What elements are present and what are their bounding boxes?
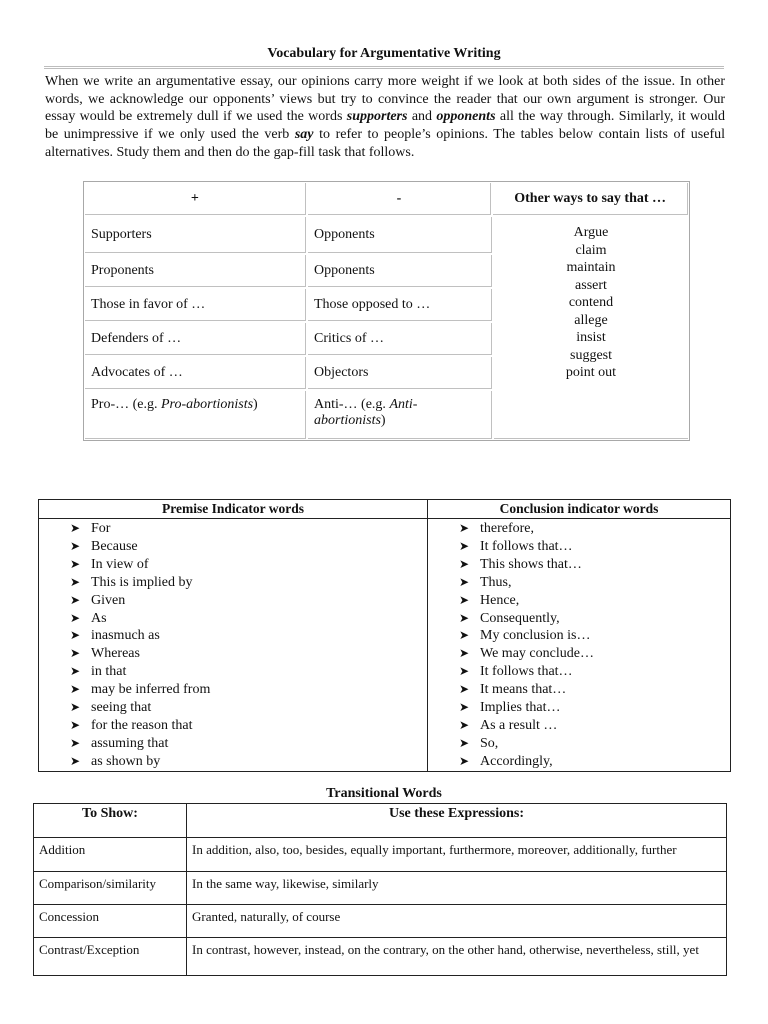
list-item — [39, 753, 427, 771]
list-item-text: Because — [91, 538, 138, 554]
arrow-bullet-icon: ➤ — [70, 735, 81, 750]
list-item — [39, 699, 427, 717]
alternatives-rows — [84, 216, 493, 440]
list-item-text: Consequently, — [480, 610, 560, 626]
premise-header: Premise Indicator words — [39, 500, 428, 519]
arrow-bullet-icon: ➤ — [459, 521, 470, 535]
arrow-bullet-icon: ➤ — [70, 556, 81, 571]
plus-cell: Defenders of … — [85, 323, 306, 355]
list-item-text: therefore, — [480, 521, 535, 536]
list-item — [428, 753, 730, 771]
list-item-text: Implies that… — [480, 700, 561, 716]
table-row — [84, 322, 493, 356]
pro-example: Pro-abortionists — [161, 397, 254, 412]
list-item — [428, 610, 730, 628]
title-divider — [44, 66, 724, 69]
verb-alternatives-cell — [494, 217, 688, 439]
category-cell: Addition — [34, 838, 187, 872]
plus-cell: Supporters — [85, 217, 306, 253]
list-item-text: This shows that… — [480, 556, 582, 572]
arrow-bullet-icon: ➤ — [459, 556, 470, 571]
list-item — [428, 538, 730, 556]
arrow-bullet-icon: ➤ — [70, 664, 81, 679]
conclusion-list-cell — [428, 519, 731, 772]
arrow-bullet-icon: ➤ — [459, 538, 470, 553]
list-item-text: Thus, — [480, 574, 512, 590]
indicator-words-table — [38, 499, 731, 772]
table-row — [34, 938, 727, 976]
list-item — [428, 520, 730, 538]
conclusion-header: Conclusion indicator words — [428, 500, 731, 519]
list-item-text: It means that… — [480, 682, 567, 698]
transitional-words-title: Transitional Words — [326, 786, 442, 801]
arrow-bullet-icon: ➤ — [459, 592, 470, 607]
list-item — [39, 538, 427, 556]
arrow-bullet-icon: ➤ — [70, 592, 81, 607]
list-item — [39, 627, 427, 645]
pro-suffix: ) — [253, 397, 258, 412]
verb-item: allege — [574, 312, 608, 328]
conclusion-list — [428, 520, 730, 771]
minus-cell: Those opposed to … — [308, 289, 492, 321]
plus-cell: Proponents — [85, 255, 306, 287]
pro-prefix: Pro-… (e.g. — [91, 397, 161, 412]
verb-item: maintain — [566, 260, 616, 275]
list-item — [39, 520, 427, 538]
table-row — [84, 356, 493, 390]
arrow-bullet-icon: ➤ — [70, 700, 81, 715]
intro-paragraph — [45, 73, 725, 162]
page-title: Vocabulary for Argumentative Writing — [267, 46, 501, 61]
list-item — [39, 574, 427, 592]
verb-item: contend — [568, 295, 614, 310]
list-item — [428, 645, 730, 663]
anti-suffix: ) — [380, 413, 386, 428]
list-item — [39, 645, 427, 663]
plus-cell-pro — [85, 391, 306, 439]
anti-prefix: Anti-… (e.g. — [314, 397, 390, 412]
list-item-text: seeing that — [91, 700, 152, 716]
list-item-text: Hence, — [480, 592, 520, 608]
arrow-bullet-icon: ➤ — [70, 717, 81, 732]
list-item-text: in that — [91, 664, 127, 680]
list-item — [428, 627, 730, 645]
minus-cell: Objectors — [308, 357, 492, 389]
arrow-bullet-icon: ➤ — [459, 574, 470, 589]
list-item — [39, 735, 427, 753]
list-item — [39, 681, 427, 699]
table-row — [34, 905, 727, 938]
arrow-bullet-icon: ➤ — [459, 735, 470, 750]
header-plus: + — [85, 183, 306, 215]
category-cell: Concession — [34, 905, 187, 938]
intro-word-say: say — [294, 127, 314, 143]
arrow-bullet-icon: ➤ — [459, 753, 470, 768]
table-row — [84, 254, 493, 288]
arrow-bullet-icon: ➤ — [70, 521, 81, 535]
list-item — [39, 556, 427, 574]
minus-cell: Opponents — [308, 255, 492, 287]
expressions-cell: In contrast, however, instead, on the contrary, on the other hand, otherwise, nevertheless, still, yet — [187, 938, 727, 976]
arrow-bullet-icon: ➤ — [459, 700, 470, 715]
arrow-bullet-icon: ➤ — [70, 753, 81, 768]
list-item-text: may be inferred from — [91, 682, 211, 698]
list-item-text: My conclusion is… — [480, 628, 591, 644]
expressions-cell: In the same way, likewise, similarly — [187, 872, 727, 905]
to-show-header: To Show: — [34, 804, 187, 838]
verb-item: claim — [575, 242, 607, 258]
minus-cell-anti — [308, 391, 492, 439]
arrow-bullet-icon: ➤ — [70, 628, 81, 643]
list-item — [428, 592, 730, 610]
verb-item: assert — [575, 277, 607, 293]
expressions-cell: In addition, also, too, besides, equally important, furthermore, moreover, additionally, further — [187, 838, 727, 872]
arrow-bullet-icon: ➤ — [70, 682, 81, 697]
table-row — [84, 390, 493, 440]
intro-word-supporters: supporters — [346, 109, 408, 125]
list-item-text: In view of — [91, 556, 149, 572]
list-item-text: As — [91, 610, 107, 626]
verb-item: point out — [565, 365, 617, 380]
list-item-text: Whereas — [91, 646, 140, 662]
category-cell: Comparison/similarity — [34, 872, 187, 905]
verb-item: Argue — [573, 225, 609, 240]
list-item — [39, 663, 427, 681]
list-item — [428, 681, 730, 699]
list-item — [39, 717, 427, 735]
arrow-bullet-icon: ➤ — [459, 646, 470, 661]
list-item-text: Accordingly, — [480, 753, 553, 769]
list-item-text: It follows that… — [480, 538, 573, 554]
arrow-bullet-icon: ➤ — [459, 610, 470, 625]
list-item-text: assuming that — [91, 735, 169, 751]
list-item — [428, 663, 730, 681]
list-item-text: for the reason that — [91, 717, 193, 733]
premise-list — [39, 520, 427, 771]
list-item — [39, 592, 427, 610]
header-minus: - — [308, 183, 492, 215]
list-item-text: Given — [91, 592, 126, 608]
intro-text-4: to refer to people’s opinions. The tables below contain lists of useful alternatives. Study them and then do the gap-fill task that follows. — [45, 127, 726, 160]
header-other-ways: Other ways to say that … — [493, 183, 688, 215]
list-item-text: as shown by — [91, 753, 161, 769]
arrow-bullet-icon: ➤ — [459, 682, 470, 697]
category-cell: Contrast/Exception — [34, 938, 187, 976]
arrow-bullet-icon: ➤ — [459, 717, 470, 732]
intro-word-opponents: opponents — [436, 109, 496, 125]
table-row — [34, 838, 727, 872]
list-item-text: As a result … — [480, 717, 558, 733]
verb-item: insist — [576, 330, 606, 345]
minus-cell: Opponents — [308, 217, 492, 253]
list-item-text: We may conclude… — [480, 646, 594, 662]
anti-example: Anti-abortionists — [314, 397, 418, 428]
list-item — [428, 717, 730, 735]
list-item — [39, 610, 427, 628]
list-item — [428, 735, 730, 753]
arrow-bullet-icon: ➤ — [459, 628, 470, 643]
intro-text-2: and — [407, 109, 437, 125]
list-item-text: For — [91, 521, 111, 536]
list-item — [428, 699, 730, 717]
list-item-text: This is implied by — [91, 574, 193, 590]
expressions-cell: Granted, naturally, of course — [187, 905, 727, 938]
minus-cell: Critics of … — [308, 323, 492, 355]
plus-cell: Those in favor of … — [85, 289, 306, 321]
list-item-text: So, — [480, 735, 499, 751]
arrow-bullet-icon: ➤ — [459, 664, 470, 679]
list-item-text: inasmuch as — [91, 628, 160, 644]
intro-text-1: When we write an argumentative essay, our opinions carry more weight if we look at both sides of the issue. In other words, we acknowledge our opponents’ views but try to convince the reader that our own argument is stronger. Our essay would be extremely dull if we used the words — [45, 74, 725, 125]
arrow-bullet-icon: ➤ — [70, 538, 81, 553]
intro-text-3: all the way through. Similarly, it would be unimpressive if we only used the verb — [45, 109, 725, 143]
arrow-bullet-icon: ➤ — [70, 646, 81, 661]
list-item — [428, 556, 730, 574]
plus-cell: Advocates of … — [85, 357, 306, 389]
table-row — [84, 288, 493, 322]
list-item-text: It follows that… — [480, 664, 573, 680]
list-item — [428, 574, 730, 592]
alternatives-header-row — [84, 182, 689, 216]
transitional-words-table — [33, 803, 727, 976]
expressions-header: Use these Expressions: — [187, 804, 727, 838]
arrow-bullet-icon: ➤ — [70, 610, 81, 625]
verb-item: suggest — [570, 347, 612, 363]
premise-list-cell — [39, 519, 428, 772]
alternatives-table — [83, 181, 690, 441]
table-row — [84, 216, 493, 254]
table-row — [34, 872, 727, 905]
arrow-bullet-icon: ➤ — [70, 574, 81, 589]
